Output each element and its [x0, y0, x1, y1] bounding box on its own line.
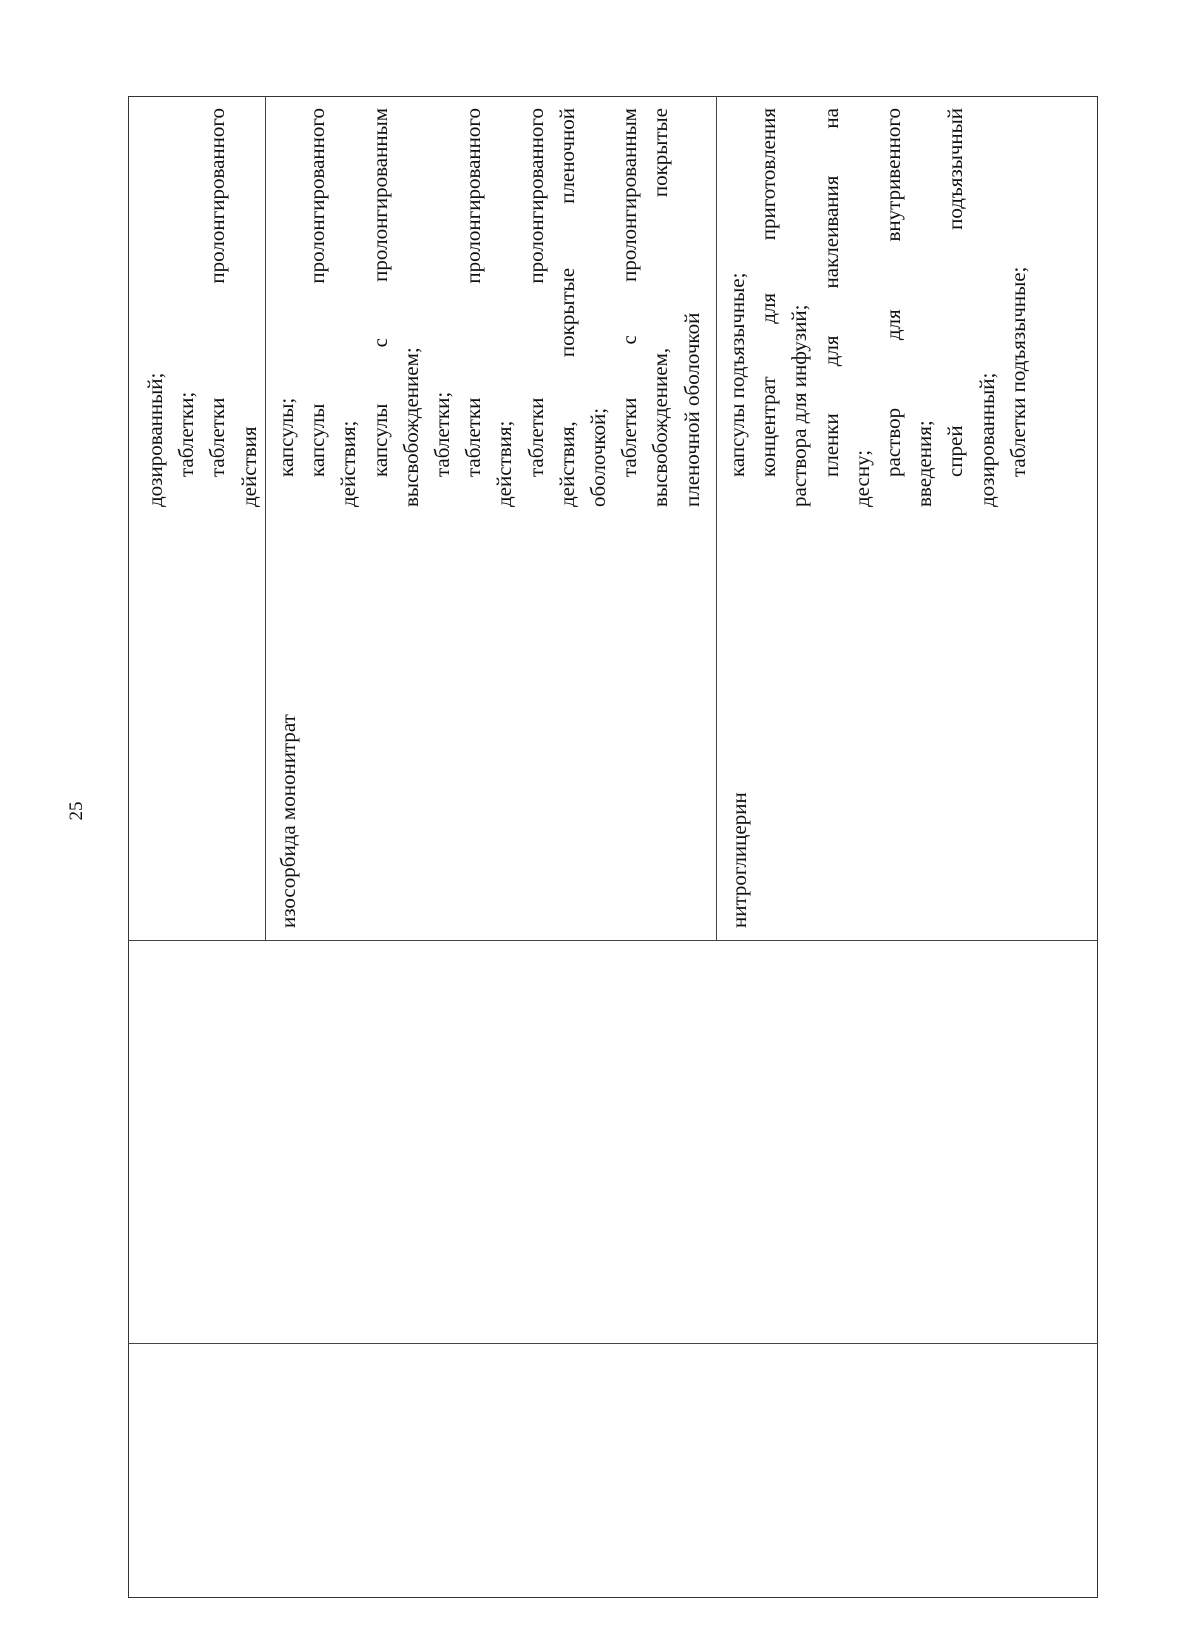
form-word: спрей	[943, 425, 968, 477]
form-word: с	[367, 338, 392, 348]
form-word: подъязычный	[943, 108, 968, 230]
form-word: капсулы	[305, 403, 330, 477]
form-word: высвобождением;	[398, 347, 423, 507]
form-line	[333, 108, 364, 507]
table-row	[265, 96, 716, 521]
drug-name: нитроглицерин	[727, 792, 751, 928]
form-word: пролонгированным	[367, 108, 392, 282]
form-word: пленочной	[554, 108, 579, 204]
form-line	[816, 108, 847, 507]
form-word: введения;	[912, 420, 937, 507]
form-word: покрытые	[648, 108, 673, 198]
form-word: таблетки подъязычные;	[1005, 266, 1030, 477]
form-word: пролонгированного	[305, 108, 330, 284]
form-word: таблетки	[617, 397, 642, 477]
form-word: действия;	[492, 420, 517, 507]
form-word: таблетки;	[174, 391, 199, 477]
form-line	[1003, 108, 1034, 507]
form-word: оболочкой;	[586, 407, 611, 507]
form-word: капсулы	[367, 403, 392, 477]
form-line	[614, 108, 645, 507]
form-word: действия,	[554, 421, 579, 507]
form-line	[645, 108, 676, 507]
form-line	[583, 108, 614, 507]
form-line	[396, 108, 427, 507]
form-line	[458, 108, 489, 507]
page-number: 25	[66, 801, 87, 821]
form-line	[365, 108, 396, 507]
form-word: раствор	[881, 407, 906, 477]
form-line	[140, 108, 171, 507]
form-line	[909, 108, 940, 507]
form-word: внутривенного	[881, 108, 906, 242]
form-word: высвобождением,	[648, 347, 673, 507]
form-line	[722, 108, 753, 507]
form-word: таблетки;	[430, 391, 455, 477]
form-word: таблетки	[461, 397, 486, 477]
form-word: пролонгированным	[617, 108, 642, 282]
table-row	[716, 96, 1096, 521]
name-cell	[716, 521, 1096, 940]
form-word: наклеивания	[818, 175, 843, 289]
forms-cell	[265, 96, 716, 521]
name-cell	[265, 521, 716, 940]
form-line	[171, 108, 202, 507]
form-line	[552, 108, 583, 507]
form-word: с	[617, 335, 642, 345]
form-word: для	[756, 292, 781, 324]
forms-cell	[716, 96, 1096, 521]
form-word: действия;	[336, 420, 361, 507]
form-line	[271, 108, 302, 507]
form-word: концентрат	[756, 376, 781, 477]
form-word: таблетки	[523, 397, 548, 477]
form-word: капсулы;	[274, 397, 298, 477]
form-word: дозированный;	[974, 372, 999, 507]
form-line	[753, 108, 784, 507]
form-word: дозированный;	[143, 372, 167, 507]
form-word: капсулы подъязычные;	[725, 272, 749, 477]
form-line	[489, 108, 520, 507]
form-line	[521, 108, 552, 507]
form-word: приготовления	[756, 108, 781, 241]
form-word: действия	[236, 426, 261, 507]
forms-cell	[132, 96, 265, 521]
form-word: на	[818, 108, 843, 129]
form-word: пролонгированного	[461, 108, 486, 284]
form-line	[234, 108, 265, 507]
form-word: пленочной оболочкой	[679, 312, 704, 507]
form-word: таблетки	[205, 397, 230, 477]
form-word: десну;	[849, 449, 874, 507]
form-word: пролонгированного	[523, 108, 548, 284]
column-divider	[128, 1343, 1098, 1344]
form-line	[302, 108, 333, 507]
form-line	[940, 108, 971, 507]
form-line	[847, 108, 878, 507]
form-word: пленки	[818, 413, 843, 477]
form-line	[677, 108, 708, 507]
form-line	[972, 108, 1003, 507]
form-word: покрытые	[554, 267, 579, 358]
column-divider	[128, 940, 1098, 941]
name-cell-empty	[132, 521, 265, 940]
form-line	[202, 108, 233, 507]
drug-name: изосорбида мононитрат	[276, 714, 300, 928]
form-word: для	[818, 335, 843, 367]
form-line	[878, 108, 909, 507]
form-line	[784, 108, 815, 507]
form-word: для	[881, 309, 906, 341]
form-line	[427, 108, 458, 507]
form-word: раствора для инфузий;	[787, 304, 812, 507]
form-word: пролонгированного	[205, 108, 230, 284]
table-row	[132, 96, 265, 521]
